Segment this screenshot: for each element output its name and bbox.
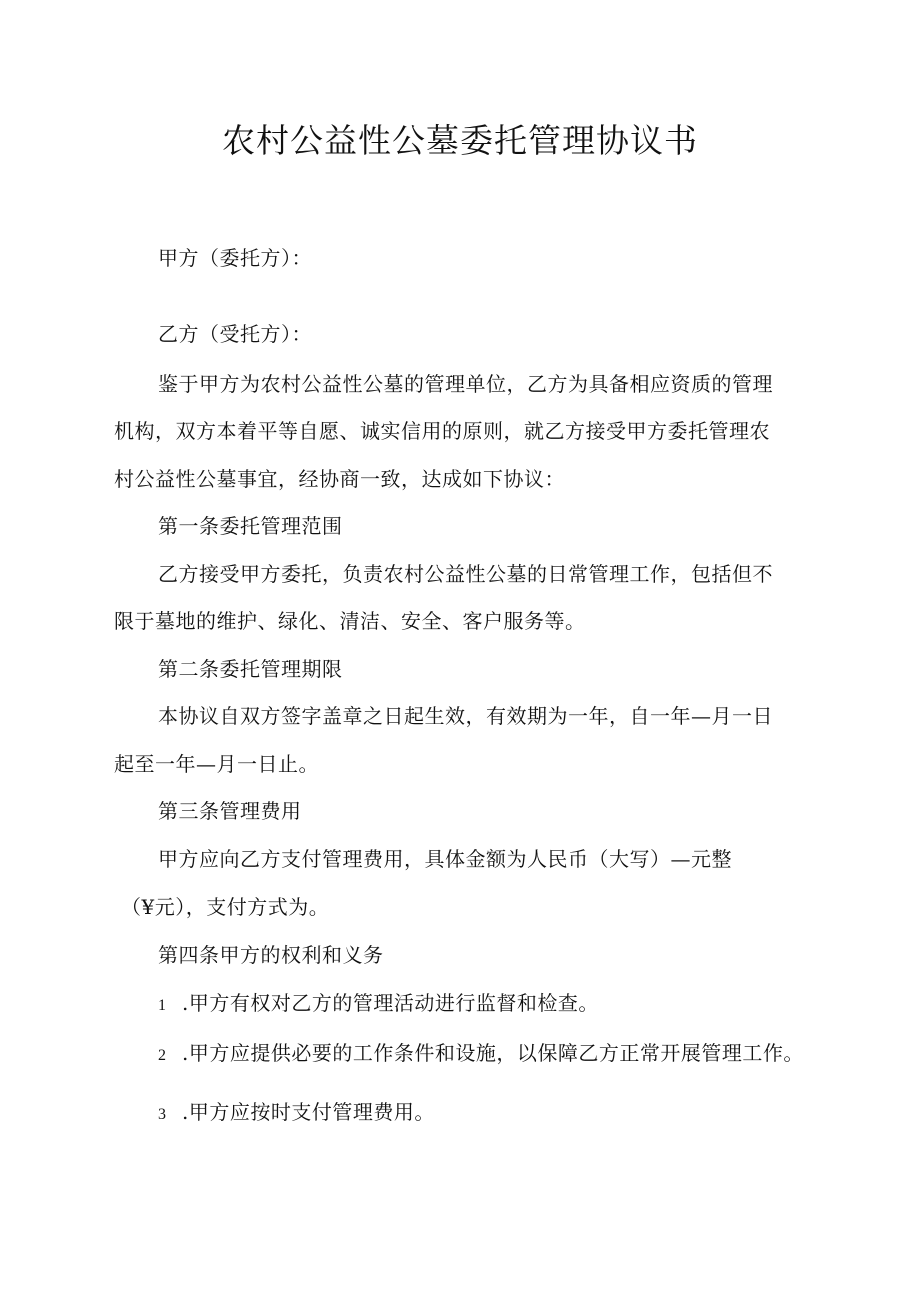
article-2-line-1: 本协议自双方签字盖章之日起生效，有效期为一年，自一年—月一日 — [158, 704, 773, 728]
article-2-line-2: 起至一年—月一日止。 — [114, 752, 319, 776]
item-number: 3 — [158, 1106, 167, 1123]
item-text: .甲方有权对乙方的管理活动进行监督和检查。 — [182, 991, 599, 1015]
preamble-line-3: 村公益性公墓事宜，经协商一致，达成如下协议： — [114, 467, 565, 491]
article-3-line-2: （¥元），支付方式为。 — [121, 895, 330, 919]
preamble-line-1: 鉴于甲方为农村公益性公墓的管理单位，乙方为具备相应资质的管理 — [158, 372, 773, 396]
article-1-line-1: 乙方接受甲方委托，负责农村公益性公墓的日常管理工作，包括但不 — [158, 562, 773, 586]
article-4-item-1 — [158, 989, 599, 1020]
article-1-line-2: 限于墓地的维护、绿化、清洁、安全、客户服务等。 — [114, 609, 586, 633]
preamble-line-2: 机构，双方本着平等自愿、诚实信用的原则，就乙方接受甲方委托管理农 — [114, 419, 770, 443]
party-a-line: 甲方（委托方）： — [158, 246, 312, 270]
item-number: 2 — [158, 1047, 167, 1064]
item-number: 1 — [158, 997, 167, 1014]
article-1-heading: 第一条委托管理范围 — [158, 514, 343, 538]
article-2-heading: 第二条委托管理期限 — [158, 657, 343, 681]
document-title: 农村公益性公墓委托管理协议书 — [222, 121, 698, 160]
article-4-heading: 第四条甲方的权利和义务 — [158, 943, 384, 967]
article-3-heading: 第三条管理费用 — [158, 799, 302, 823]
item-text: .甲方应按时支付管理费用。 — [182, 1100, 435, 1124]
party-b-line: 乙方（受托方）： — [158, 322, 312, 346]
article-3-line-1: 甲方应向乙方支付管理费用，具体金额为人民币（大写）—元整 — [158, 847, 732, 871]
item-text: .甲方应提供必要的工作条件和设施，以保障乙方正常开展管理工作。 — [182, 1041, 804, 1065]
article-4-item-3 — [158, 1098, 435, 1129]
article-4-item-2 — [158, 1039, 804, 1070]
